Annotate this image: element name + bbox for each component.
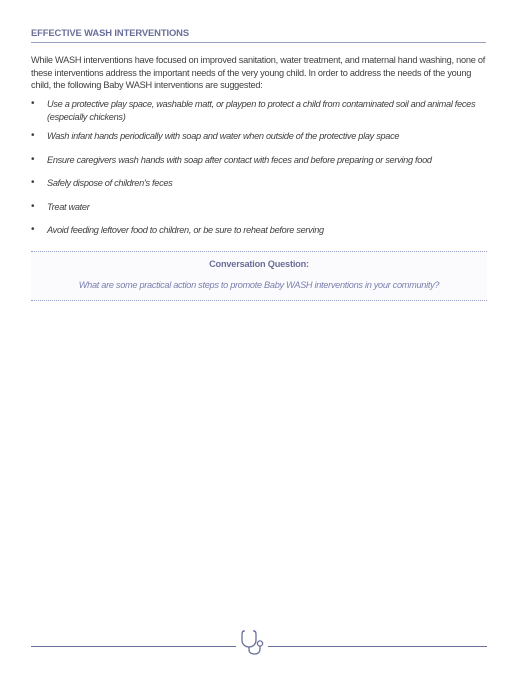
conversation-question-box	[31, 251, 487, 301]
bullet-marker: •	[31, 200, 35, 212]
intervention-list	[31, 98, 487, 237]
list-item	[31, 130, 487, 143]
list-item-text: Avoid feeding leftover food to children, or be sure to reheat before serving	[47, 225, 324, 235]
list-item-text: Treat water	[47, 201, 90, 212]
list-item-text: Safely dispose of children’s feces	[47, 178, 173, 188]
section-heading: EFFECTIVE WASH INTERVENTIONS	[31, 27, 486, 43]
stethoscope-icon	[238, 628, 270, 656]
list-item	[31, 98, 487, 123]
list-item-text: Use a protective play space, washable matt, or playpen to protect a child from contaminated soil and animal feces (especially chickens)	[47, 99, 476, 122]
intro-paragraph: While WASH interventions have focused on improved sanitation, water treatment, and maternal hand washing, none of these interventions address the important needs of the very young child. In order to address the needs of the young child, the following Baby WASH interventions are suggested:	[31, 55, 486, 90]
conversation-question-title: Conversation Question:	[209, 259, 309, 269]
list-item	[31, 224, 487, 237]
list-item	[31, 154, 487, 167]
bullet-marker: •	[31, 177, 35, 188]
list-item-text: Ensure caregivers wash hands with soap after contact with feces and before preparing or serving food	[47, 154, 432, 165]
conversation-question-text: What are some practical action steps to promote Baby WASH interventions in your community?	[78, 280, 440, 290]
bullet-marker: •	[31, 130, 35, 141]
list-item-text: Wash infant hands periodically with soap and water when outside of the protective play space	[47, 131, 400, 141]
footer-divider-left	[31, 646, 236, 647]
bullet-marker: •	[31, 98, 35, 109]
footer-divider-right	[268, 646, 487, 647]
bullet-marker: •	[31, 153, 35, 165]
bullet-marker: •	[31, 224, 35, 235]
list-item	[31, 201, 487, 214]
list-item	[31, 177, 487, 190]
